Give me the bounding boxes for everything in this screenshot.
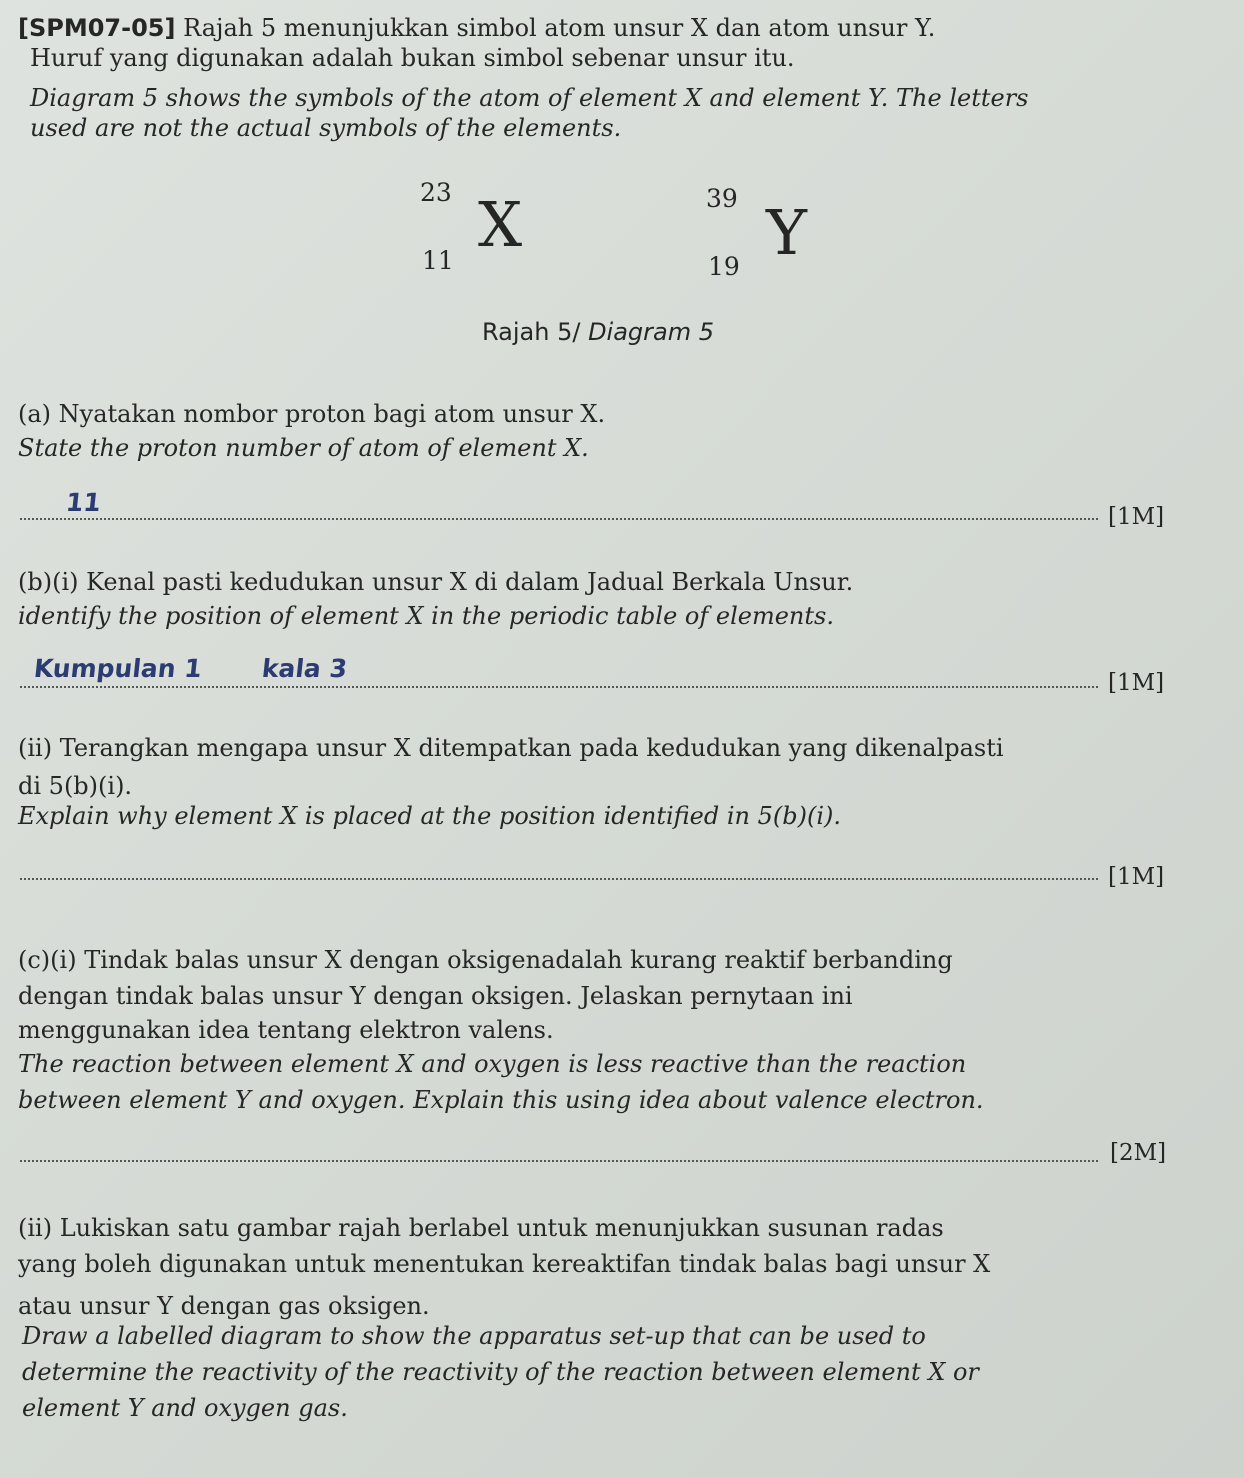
- qci-english-1: The reaction between element X and oxygen is less reactive than the reaction: [18, 1050, 967, 1078]
- qbi-english: identify the position of element X in the periodic table of elements.: [18, 602, 834, 630]
- intro-english-1: Diagram 5 shows the symbols of the atom of element X and element Y. The letters: [30, 84, 1029, 112]
- element-y-symbol: Y: [766, 196, 807, 269]
- qcii-malay-3: atau unsur Y dengan gas oksigen.: [18, 1292, 430, 1320]
- qci-english-2: between element Y and oxygen. Explain this using idea about valence electron.: [18, 1086, 984, 1114]
- qci-malay-2: dengan tindak balas unsur Y dengan oksigen. Jelaskan pernytaan ini: [18, 982, 853, 1010]
- diagram-caption: [482, 316, 714, 348]
- qa-english: State the proton number of atom of element X.: [18, 434, 589, 462]
- qa-answer[interactable]: 11: [64, 488, 103, 517]
- qcii-english-3: element Y and oxygen gas.: [22, 1394, 348, 1422]
- qcii-english-1: Draw a labelled diagram to show the apparatus set-up that can be used to: [22, 1322, 926, 1350]
- intro-malay-2: Huruf yang digunakan adalah bukan simbol sebenar unsur itu.: [30, 44, 795, 72]
- intro-malay-1: Rajah 5 menunjukkan simbol atom unsur X dan atom unsur Y.: [175, 14, 936, 42]
- qci-malay-1: (c)(i) Tindak balas unsur X dengan oksigenadalah kurang reaktif berbanding: [18, 946, 953, 974]
- qa-marks: [1M]: [1108, 504, 1165, 530]
- element-x-symbol: X: [478, 188, 523, 261]
- intro-line-1: [18, 12, 935, 44]
- y-mass-number: 39: [706, 184, 738, 213]
- qa-malay: (a) Nyatakan nombor proton bagi atom unsur X.: [18, 400, 606, 428]
- qa-answer-line: [20, 518, 1098, 520]
- qci-answer-line[interactable]: [20, 1160, 1098, 1162]
- qbii-malay-1: (ii) Terangkan mengapa unsur X ditempatkan pada kedudukan yang dikenalpasti: [18, 734, 1004, 762]
- question-tag: [SPM07-05]: [18, 14, 176, 42]
- qbii-answer-line[interactable]: [20, 878, 1098, 880]
- qbii-marks: [1M]: [1108, 864, 1165, 890]
- intro-english-2: used are not the actual symbols of the elements.: [30, 114, 622, 142]
- qbii-malay-2: di 5(b)(i).: [18, 772, 133, 800]
- qci-malay-3: menggunakan idea tentang elektron valens.: [18, 1016, 554, 1044]
- qbii-english: Explain why element X is placed at the position identified in 5(b)(i).: [18, 802, 841, 830]
- qcii-malay-1: (ii) Lukiskan satu gambar rajah berlabel untuk menunjukkan susunan radas: [18, 1214, 944, 1242]
- qbi-answer-line: [20, 686, 1098, 688]
- x-proton-number: 11: [422, 246, 454, 275]
- qcii-english-2: determine the reactivity of the reactivity of the reaction between element X or: [22, 1358, 979, 1386]
- qbi-answer-2[interactable]: kala 3: [260, 654, 349, 683]
- x-mass-number: 23: [420, 178, 452, 207]
- qbi-answer-1[interactable]: Kumpulan 1: [32, 654, 204, 683]
- caption-malay: Rajah 5/: [482, 318, 581, 346]
- qbi-malay: (b)(i) Kenal pasti kedudukan unsur X di dalam Jadual Berkala Unsur.: [18, 568, 854, 596]
- qcii-malay-2: yang boleh digunakan untuk menentukan kereaktifan tindak balas bagi unsur X: [18, 1250, 991, 1278]
- y-proton-number: 19: [708, 252, 740, 281]
- qci-marks: [2M]: [1110, 1140, 1167, 1166]
- caption-english: Diagram 5: [580, 318, 715, 346]
- qbi-marks: [1M]: [1108, 670, 1165, 696]
